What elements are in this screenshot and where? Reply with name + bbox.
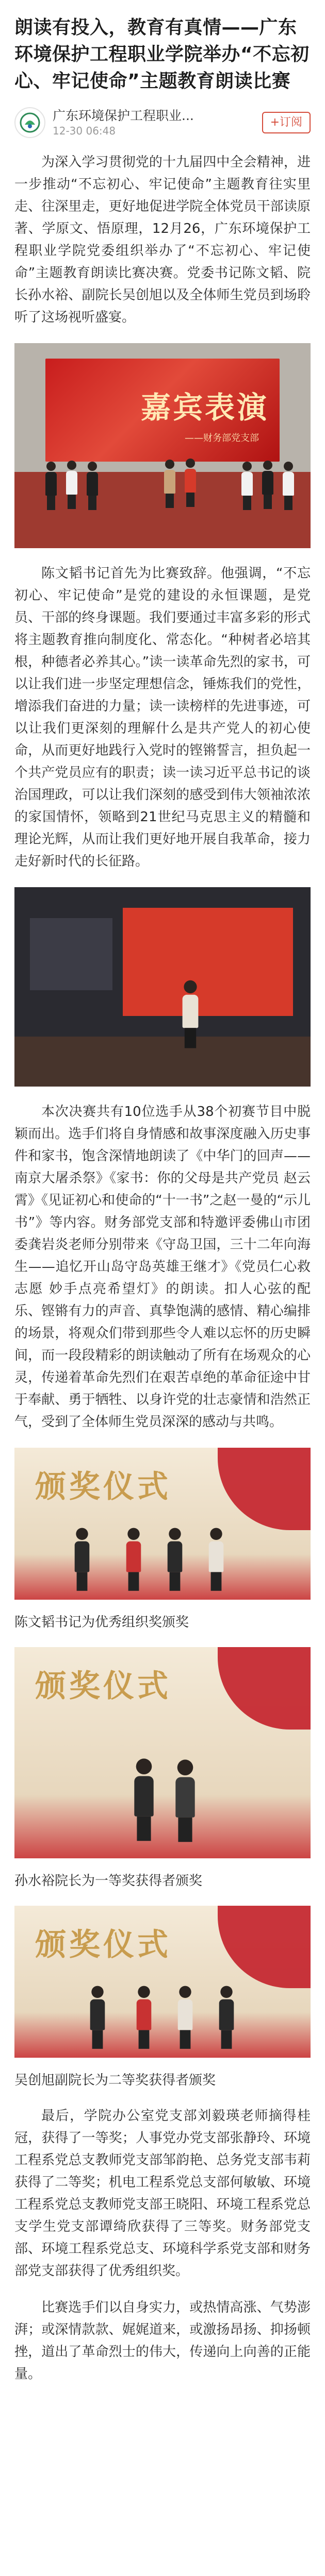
award-figure xyxy=(90,1986,105,2050)
award-figure xyxy=(175,1759,194,1843)
award-figure xyxy=(209,1528,224,1592)
photo-stage-floor xyxy=(14,1037,311,1087)
paragraph-intro: 为深入学习贯彻党的十九届四中全会精神，进一步推动“不忘初心、牢记使命”主题教育往实里走、往深里走，更好地促进学院全体党员干部读原著、学原文、悟原理，12月26，广东环境保护工程职业学院党委组织举办了“不忘初心、牢记使命”主题教育朗读比赛决赛。党委书记陈文韬、院长孙水裕、副院长吴创旭以及全体师生党员到场聆听了这场视听盛宴。 xyxy=(14,155,311,325)
photo-guest-performance[interactable] xyxy=(14,343,311,548)
photo-reading-performance[interactable] xyxy=(14,887,311,1087)
article-title: 朗读有投入，教育有真情——广东环境保护工程职业学院举办“不忘初心、牢记使命”主题教育朗读比赛 xyxy=(14,17,310,92)
award-figure xyxy=(134,1758,153,1842)
performer-figure xyxy=(66,461,77,510)
caption-first-prize: 孙水裕院长为一等奖获得者颁奖 xyxy=(14,1873,203,1889)
award-figure xyxy=(137,1986,152,2050)
performer-figure xyxy=(164,460,175,509)
reader-figure xyxy=(183,980,199,1049)
performer-figure xyxy=(262,461,273,510)
photo-banner-text: 嘉宾表演 xyxy=(141,390,269,425)
paragraph-closing: 比赛选手们以自身实力，或热情高涨、气势澎湃；或深情款款、娓娓道来，或激扬昂扬、抑扬顿挫，道出了革命烈士的伟大，传递向上向善的正能量。 xyxy=(14,2300,311,2382)
photo-award-second-prize[interactable] xyxy=(14,1906,311,2058)
performer-figure xyxy=(241,462,253,511)
performer-figure xyxy=(283,462,294,511)
publish-time: 12-30 06:48 xyxy=(53,125,116,137)
photo-award-title: 颁奖仪式 xyxy=(35,1927,171,1963)
award-figure xyxy=(75,1528,90,1592)
paragraph-speech: 陈文韬书记首先为比赛致辞。他强调，“不忘初心、牢记使命”是党的建设的永恒课题，是党员、干部的终身课题。我们要通过丰富多彩的形式将主题教育推向制度化、常态化。“种树者必培其根，种德者必养其心。”读一读革命先烈的家书，可以让我们进一步坚定理想信念，锤炼我们的党性，增添我们奋进的力量；读一读榜样的先进事迹，可以让我们更深刻的理解什么是共产党人的初心使命，从而更好地践行入党时的铿锵誓言，担负起一个共产党员应有的职责；读一读习近平总书记的谈治国理政，可以让我们深刻的感受到伟大领袖浓浓的家国情怀，领略到21世纪马克思主义的精髓和理论光辉，从而让我们更好地开展自我革命，接力走好新时代的长征路。 xyxy=(14,566,311,869)
school-logo-icon xyxy=(20,112,40,133)
photo-award-title: 颁奖仪式 xyxy=(35,1469,171,1505)
account-name[interactable]: 广东环境保护工程职业... xyxy=(53,108,194,123)
caption-second-prize: 吴创旭副院长为二等奖获得者颁奖 xyxy=(14,2073,216,2088)
follow-button[interactable]: +订阅 xyxy=(262,112,311,133)
photo-award-organization[interactable] xyxy=(14,1448,311,1600)
photo-award-title: 颁奖仪式 xyxy=(35,1668,171,1704)
account-avatar-icon[interactable] xyxy=(14,107,45,138)
photo-award-first-prize[interactable] xyxy=(14,1647,311,1858)
footer-space xyxy=(0,2393,325,2413)
photo-side-screen xyxy=(30,918,112,990)
caption-organization-award: 陈文韬书记为优秀组织奖颁奖 xyxy=(14,1615,189,1630)
award-figure xyxy=(178,1986,193,2050)
photo-main-screen xyxy=(123,908,293,1016)
paragraph-final: 本次决赛共有10位选手从38个初赛节目中脱颖而出。选手们将自身情感和故事深度融入历史事件和家书，饱含深情地朗读了《中华门的回声——南京大屠杀祭》《家书：你的父母是共产党员 赵云霄》《见证初心和使命的“十一书”之赵一曼的“示儿书”》等内容。财务部党支部和特邀评委佛山市团委龚岩炎老师分别带来《守岛卫国，三十二年向海生——追忆开山岛守岛英雄王继才》《党员仁心救志愿 妙手点亮希望灯》的朗读。扣人心弦的配乐、铿锵有力的声音、真挚饱满的感情、精心编排的场景，将观众们带到那些令人难以忘怀的历史瞬间，而一段段精彩的朗读触动了所有在场观众的心灵，传递着革命先烈们在艰苦卓绝的革命征途中甘于奉献、勇于牺牲、以身许党的壮志豪情和浩然正气，受到了全体师生党员深深的感动与共鸣。 xyxy=(14,1104,311,1430)
performer-figure xyxy=(87,462,98,511)
account-text xyxy=(53,108,257,138)
performer-figure xyxy=(185,459,196,508)
paragraph-results: 最后，学院办公室党支部刘毅瑛老师摘得桂冠，获得了一等奖；人事党办党支部张静玲、环境工程系党总支教师党支部邹韵艳、总务党支部韦莉获得了二等奖；机电工程系党总支部何敏敏、环境工程系党总支教师党支部王晓阳、环境工程系党总支学生党支部谭绮欣获得了三等奖。财务部党支部、环境工程系党总支、环境科学系党支部和财务部党支部获得了优秀组织奖。 xyxy=(14,2108,311,2279)
award-figure xyxy=(219,1986,234,2050)
account-bar[interactable] xyxy=(0,102,325,144)
performer-figure xyxy=(45,462,57,511)
award-figure xyxy=(168,1528,183,1592)
award-figure xyxy=(126,1528,141,1592)
photo-banner-subtext: ——财务部党支部 xyxy=(185,433,259,444)
